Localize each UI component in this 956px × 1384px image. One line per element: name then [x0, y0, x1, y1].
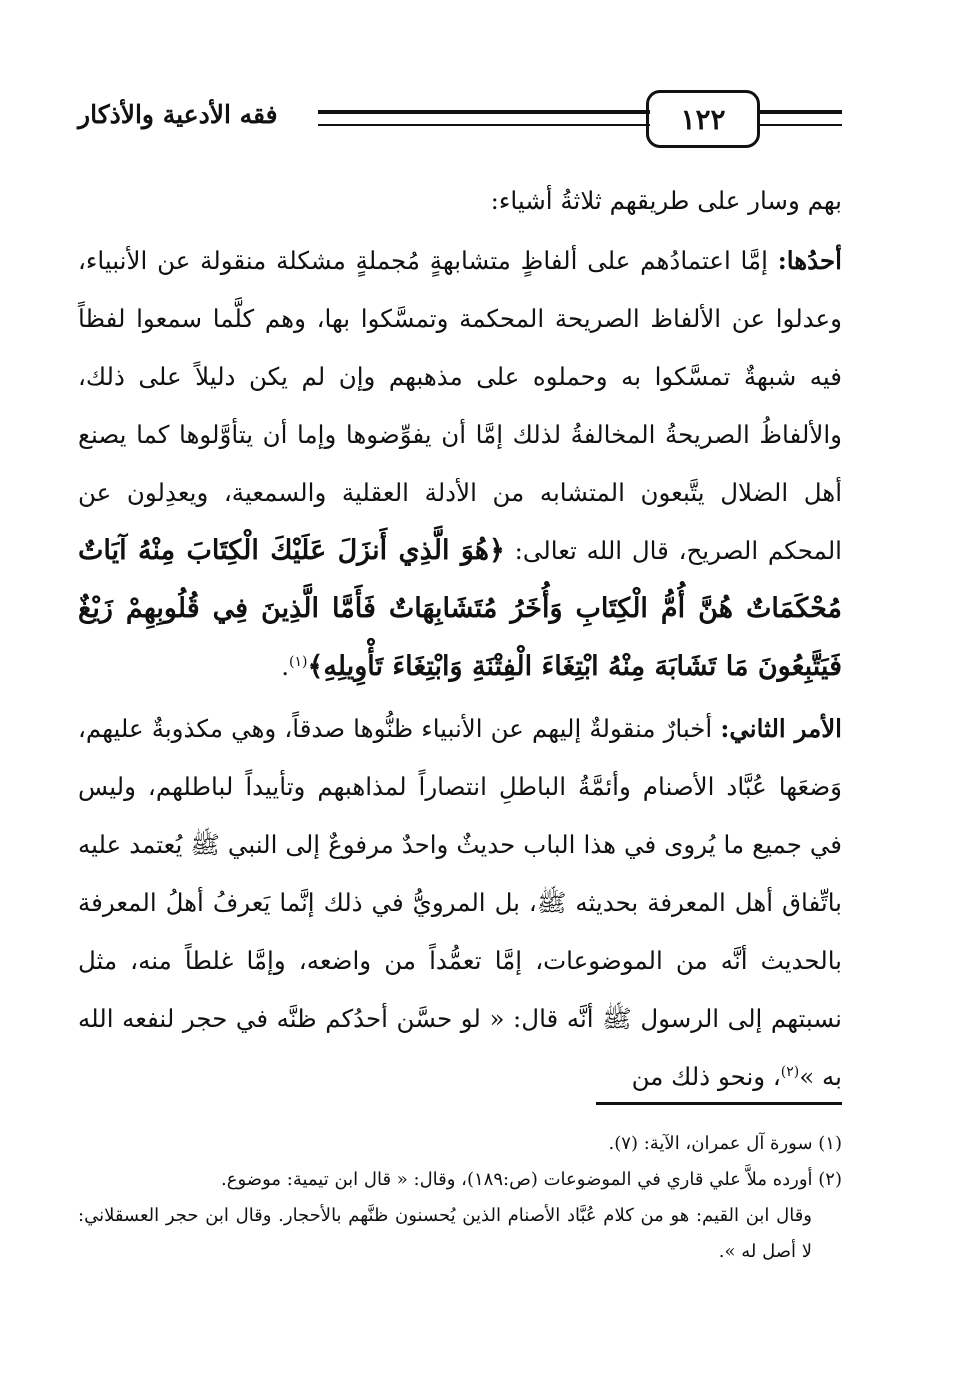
header-rule-left — [318, 110, 650, 126]
main-text — [78, 172, 842, 1110]
footnote-1: (١) سورة آل عمران، الآية: (٧). — [608, 1133, 842, 1154]
footnotes — [78, 1126, 842, 1270]
footnote-divider — [596, 1102, 842, 1105]
page-number: ١٢٢ — [646, 90, 760, 148]
quran-verse: ﴿هُوَ الَّذِي أَنزَلَ عَلَيْكَ الْكِتَابَ مِنْهُ آيَاتٌ مُحْكَمَاتٌ هُنَّ أُمُّ الْكِتَابِ وَأُخَرُ مُتَشَابِهَاتٌ فَأَمَّا الَّذِينَ فِي قُلُوبِهِمْ زَيْغٌ فَيَتَّبِعُونَ مَا تَشَابَهَ مِنْهُ ابْتِغَاءَ الْفِتْنَةِ وَابْتِغَاءَ تَأْوِيلِهِ﴾ — [78, 535, 842, 682]
header-rule-right — [760, 110, 842, 126]
page-header — [78, 90, 842, 150]
footnote-2-continuation: وقال ابن القيم: هو من كلام عُبَّاد الأصنام الذين يُحسنون ظنَّهم بالأحجار. وقال ابن حجر العسقلاني: لا أصل له ». — [78, 1205, 812, 1262]
footnote-ref: (١) — [289, 653, 308, 670]
paragraph-lead: الأمر الثاني: — [720, 714, 842, 743]
footnote-ref: (٢) — [780, 1063, 800, 1080]
paragraph-first-matter: أحدُها: إمَّا اعتمادُهم على ألفاظٍ متشابهةٍ مُجملةٍ مشكلة منقولة عن الأنبياء، وعدلوا عن الألفاظ الصريحة المحكمة وتمسَّكوا بها، وهم كلَّما سمعوا لفظاً فيه شبهةٌ تمسَّكوا به وحملوه على مذهبهم وإن لم يكن دليلاً على ذلك، والألفاظُ الصريحةُ المخالفةُ لذلك إمَّا أن يفوِّضوها وإما أن يتأوَّلوها كما يصنع أهل الضلال يتَّبعون المتشابه من الأدلة العقلية والسمعية، ويعدِلون عن المحكم الصريح، قال الله تعالى: ﴿هُوَ الَّذِي أَنزَلَ عَلَيْكَ الْكِتَابَ مِنْهُ آيَاتٌ مُحْكَمَاتٌ هُنَّ أُمُّ الْكِتَابِ وَأُخَرُ مُتَشَابِهَاتٌ فَأَمَّا الَّذِينَ فِي قُلُوبِهِمْ زَيْغٌ فَيَتَّبِعُونَ مَا تَشَابَهَ مِنْهُ ابْتِغَاءَ الْفِتْنَةِ وَابْتِغَاءَ تَأْوِيلِهِ﴾$^{(١)}$. — [78, 246, 842, 682]
intro-line: بهم وسار على طريقهم ثلاثةُ أشياء: — [490, 186, 842, 215]
paragraph-tail: ، ونحو ذلك من — [631, 1062, 781, 1091]
paragraph-text: أخبارٌ منقولةٌ إليهم عن الأنبياء ظنُّوها صدقاً، وهي مكذوبةٌ عليهم، وَضعَها عُبَّاد الأصنام وأئمَّةُ الباطلِ انتصاراً لمذاهبهم وتأييداً لباطلهم، وليس في جميع ما يُروى في هذا الباب حديثٌ واحدٌ مرفوعٌ إلى النبي ﷺ يُعتمد عليه باتِّفاق أهل المعرفة بحديثه ﷺ، بل المرويُّ في ذلك إنَّما يَعرفُ أهلُ المعرفة بالحديث أنَّه من الموضوعات، إمَّا تعمُّداً من واضعه، وإمَّا غلطاً منه، مثل نسبتهم إلى الرسول ﷺ أنَّه قال: « لو حسَّن أحدُكم ظنَّه في حجر لنفعه الله به » — [78, 714, 842, 1091]
paragraph-lead: أحدُها: — [777, 246, 842, 275]
paragraph-second-matter — [78, 700, 842, 1106]
paragraph-text: إمَّا اعتمادُهم على ألفاظٍ متشابهةٍ مُجملةٍ مشكلة منقولة عن الأنبياء، وعدلوا عن الألفاظ الصريحة المحكمة وتمسَّكوا بها، وهم كلَّما سمعوا لفظاً فيه شبهةٌ تمسَّكوا به وحملوه على مذهبهم وإن لم يكن دليلاً على ذلك، والألفاظُ الصريحةُ المخالفةُ لذلك إمَّا أن يفوِّضوها وإما أن يتأوَّلوها كما يصنع أهل الضلال يتَّبعون المتشابه من الأدلة العقلية والسمعية، ويعدِلون عن المحكم الصريح، قال الله تعالى: — [78, 246, 842, 565]
footnote-2: (٢) أورده ملاَّ علي قاري في الموضوعات (ص:١٨٩)، وقال: « قال ابن تيمية: موضوع. — [221, 1169, 842, 1190]
book-title: فقه الأدعية والأذكار — [78, 100, 278, 129]
